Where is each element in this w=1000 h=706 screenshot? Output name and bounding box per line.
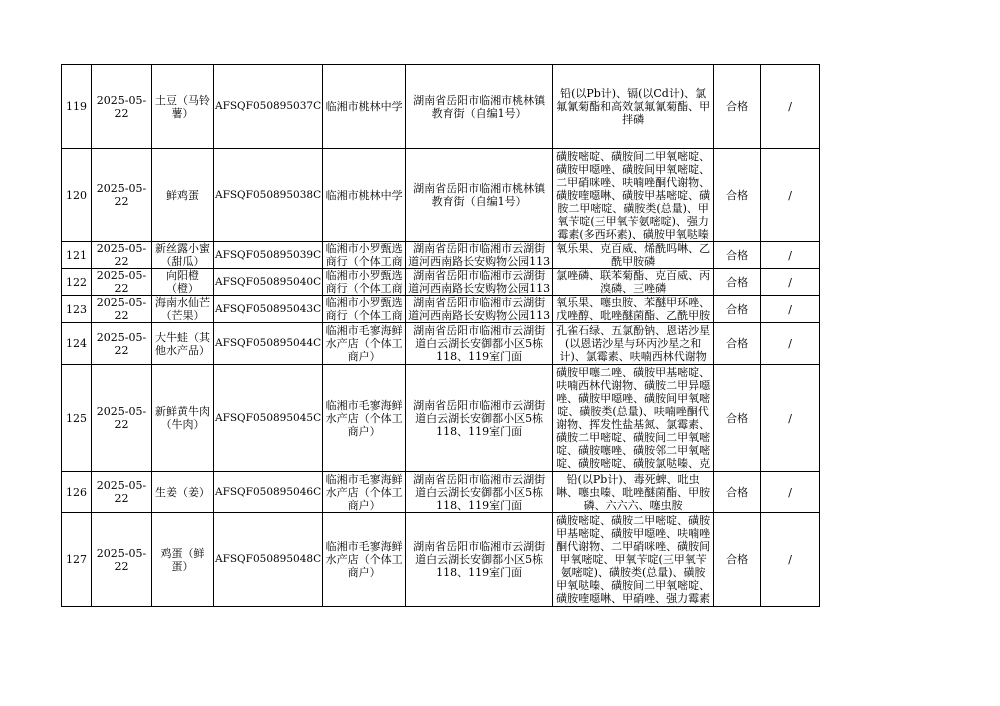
cell-remark: / — [761, 296, 820, 323]
cell-sample-code: AFSQF050895046C — [214, 472, 323, 513]
cell-remark: / — [761, 242, 820, 269]
cell-test-items: 磺胺嘧啶、磺胺二甲嘧啶、磺胺甲基嘧啶、磺胺甲噁唑、呋喃唑酮代谢物、二甲硝咪唑、磺胺间甲氧嘧啶、甲氧苄啶(三甲氧苄氨嘧啶)、磺胺类(总量)、磺胺甲氧哒嗪、磺胺间二甲氧嘧啶、磺胺喹噁啉、甲硝唑、强力霉素 — [553, 513, 714, 607]
cell-result: 合格 — [714, 472, 761, 513]
cell-test-items: 氧乐果、噻虫胺、苯醚甲环唑、戊唑醇、吡唑醚菌酯、乙酰甲胺 — [553, 296, 714, 323]
cell-date: 2025-05-22 — [92, 472, 152, 513]
cell-result: 合格 — [714, 365, 761, 472]
cell-result: 合格 — [714, 513, 761, 607]
cell-sample-code: AFSQF050895037C — [214, 65, 323, 149]
cell-date: 2025-05-22 — [92, 513, 152, 607]
cell-no: 119 — [62, 65, 92, 149]
cell-remark: / — [761, 365, 820, 472]
cell-address: 湖南省岳阳市临湘市云湖街道白云湖长安御都小区5栋118、119室门面 — [406, 323, 553, 365]
cell-address: 湖南省岳阳市临湘市云湖街道河西南路长安购物公园113 — [406, 269, 553, 296]
table-row — [62, 323, 820, 365]
cell-test-items: 氧乐果、克百威、烯酰吗啉、乙酰甲胺磷 — [553, 242, 714, 269]
cell-sample-name: 新鲜黄牛肉（牛肉） — [152, 365, 214, 472]
cell-test-items: 氯唑磷、联苯菊酯、克百威、丙溴磷、三唑磷 — [553, 269, 714, 296]
cell-address: 湖南省岳阳市临湘市云湖街道白云湖长安御都小区5栋118、119室门面 — [406, 472, 553, 513]
cell-sample-name: 新丝露小蜜（甜瓜） — [152, 242, 214, 269]
cell-result: 合格 — [714, 242, 761, 269]
cell-sampled-unit: 临湘市毛寥海鲜水产店（个体工商户） — [323, 472, 406, 513]
cell-address: 湖南省岳阳市临湘市桃林镇教育街（自编1号） — [406, 65, 553, 149]
cell-sampled-unit: 临湘市毛寥海鲜水产店（个体工商户） — [323, 323, 406, 365]
cell-address: 湖南省岳阳市临湘市云湖街道河西南路长安购物公园113 — [406, 242, 553, 269]
cell-sampled-unit: 临湘市小罗甄选商行（个体工商 — [323, 242, 406, 269]
cell-sample-name: 土豆（马铃薯） — [152, 65, 214, 149]
cell-date: 2025-05-22 — [92, 365, 152, 472]
cell-remark: / — [761, 269, 820, 296]
cell-no: 120 — [62, 149, 92, 242]
cell-result: 合格 — [714, 323, 761, 365]
table-row — [62, 365, 820, 472]
cell-date: 2025-05-22 — [92, 323, 152, 365]
cell-result: 合格 — [714, 65, 761, 149]
cell-sample-code: AFSQF050895038C — [214, 149, 323, 242]
cell-address: 湖南省岳阳市临湘市桃林镇教育街（自编1号） — [406, 149, 553, 242]
cell-address: 湖南省岳阳市临湘市云湖街道白云湖长安御都小区5栋118、119室门面 — [406, 365, 553, 472]
cell-date: 2025-05-22 — [92, 269, 152, 296]
cell-no: 121 — [62, 242, 92, 269]
cell-remark: / — [761, 513, 820, 607]
cell-remark: / — [761, 323, 820, 365]
table-row — [62, 472, 820, 513]
cell-sample-code: AFSQF050895040C — [214, 269, 323, 296]
cell-no: 125 — [62, 365, 92, 472]
cell-test-items: 孔雀石绿、五氯酚钠、恩诺沙星(以恩诺沙星与环丙沙星之和计)、氯霉素、呋喃西林代谢物 — [553, 323, 714, 365]
cell-no: 127 — [62, 513, 92, 607]
cell-remark: / — [761, 65, 820, 149]
table-row — [62, 65, 820, 149]
cell-sample-name: 海南水仙芒（芒果） — [152, 296, 214, 323]
cell-sample-code: AFSQF050895039C — [214, 242, 323, 269]
cell-sample-name: 生姜（姜） — [152, 472, 214, 513]
table-row — [62, 149, 820, 242]
cell-no: 126 — [62, 472, 92, 513]
cell-sampled-unit: 临湘市小罗甄选商行（个体工商 — [323, 269, 406, 296]
cell-sampled-unit: 临湘市毛寥海鲜水产店（个体工商户） — [323, 365, 406, 472]
table-row — [62, 513, 820, 607]
table-row — [62, 269, 820, 296]
cell-sampled-unit: 临湘市桃林中学 — [323, 149, 406, 242]
cell-sample-name: 向阳橙（橙） — [152, 269, 214, 296]
cell-sample-code: AFSQF050895048C — [214, 513, 323, 607]
cell-date: 2025-05-22 — [92, 149, 152, 242]
cell-result: 合格 — [714, 149, 761, 242]
table-row — [62, 296, 820, 323]
cell-sample-code: AFSQF050895045C — [214, 365, 323, 472]
cell-sampled-unit: 临湘市毛寥海鲜水产店（个体工商户） — [323, 513, 406, 607]
cell-sampled-unit: 临湘市小罗甄选商行（个体工商 — [323, 296, 406, 323]
cell-test-items: 磺胺甲噻二唑、磺胺甲基嘧啶、呋喃西林代谢物、磺胺二甲异噁唑、磺胺甲噁唑、磺胺间甲氧嘧啶、磺胺类(总量)、呋喃唑酮代谢物、挥发性盐基氮、氯霉素、磺胺二甲嘧啶、磺胺间二甲氧嘧啶、磺胺噻唑、磺胺邻二甲氧嘧啶、磺胺嘧啶、磺胺氯哒嗪、克 — [553, 365, 714, 472]
cell-test-items: 铅(以Pb计)、镉(以Cd计)、氯氟氰菊酯和高效氯氟氰菊酯、甲拌磷 — [553, 65, 714, 149]
table-row — [62, 242, 820, 269]
cell-no: 124 — [62, 323, 92, 365]
cell-no: 123 — [62, 296, 92, 323]
cell-sample-name: 鲜鸡蛋 — [152, 149, 214, 242]
cell-test-items: 铅(以Pb计)、毒死蜱、吡虫啉、噻虫嗪、吡唑醚菌酯、甲胺磷、六六六、噻虫胺 — [553, 472, 714, 513]
cell-date: 2025-05-22 — [92, 65, 152, 149]
cell-sample-name: 鸡蛋（鲜蛋） — [152, 513, 214, 607]
cell-remark: / — [761, 149, 820, 242]
cell-sample-code: AFSQF050895044C — [214, 323, 323, 365]
cell-address: 湖南省岳阳市临湘市云湖街道河西南路长安购物公园113 — [406, 296, 553, 323]
inspection-results-table — [61, 64, 820, 607]
cell-no: 122 — [62, 269, 92, 296]
cell-result: 合格 — [714, 296, 761, 323]
cell-remark: / — [761, 472, 820, 513]
cell-sample-name: 大牛蛙（其他水产品） — [152, 323, 214, 365]
cell-date: 2025-05-22 — [92, 296, 152, 323]
cell-sample-code: AFSQF050895043C — [214, 296, 323, 323]
cell-address: 湖南省岳阳市临湘市云湖街道白云湖长安御都小区5栋118、119室门面 — [406, 513, 553, 607]
cell-date: 2025-05-22 — [92, 242, 152, 269]
cell-result: 合格 — [714, 269, 761, 296]
cell-sampled-unit: 临湘市桃林中学 — [323, 65, 406, 149]
cell-test-items: 磺胺嘧啶、磺胺间二甲氧嘧啶、磺胺甲噁唑、磺胺间甲氧嘧啶、二甲硝咪唑、呋喃唑酮代谢物、磺胺喹噁啉、磺胺甲基嘧啶、磺胺二甲嘧啶、磺胺类(总量)、甲氧苄啶(三甲氧苄氨嘧啶)、强力霉素(多西环素)、磺胺甲氧哒嗪 — [553, 149, 714, 242]
